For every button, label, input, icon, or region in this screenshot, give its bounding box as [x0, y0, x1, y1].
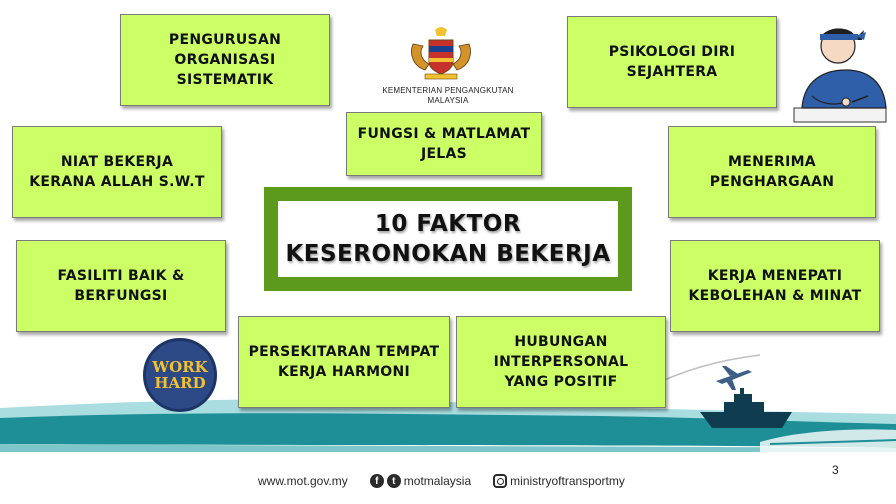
factor-box-matlamat — [346, 112, 542, 176]
factor-box-kebolehan — [670, 240, 880, 332]
factor-label: MENERIMA PENGHARGAAN — [709, 154, 835, 190]
social-handle-motmalaysia[interactable]: motmalaysia — [403, 474, 472, 488]
factor-label: NIAT BEKERJA KERANA ALLAH S.W.T — [29, 154, 205, 190]
title-panel — [278, 201, 618, 277]
factor-label: FUNGSI & MATLAMAT JELAS — [357, 126, 531, 162]
page-number: 3 — [832, 463, 839, 477]
social-handle-instagram[interactable]: ministryoftransportmy — [510, 474, 625, 488]
ship-icon — [700, 388, 792, 428]
factor-label: KERJA MENEPATI KEBOLEHAN & MINAT — [688, 268, 862, 304]
factor-label: PERSEKITARAN TEMPAT KERJA HARMONI — [248, 344, 440, 380]
work-hard-badge — [143, 338, 217, 412]
factor-box-hubungan — [456, 316, 666, 408]
footer — [258, 471, 625, 491]
factor-box-penghargaan — [668, 126, 876, 218]
malaysia-crest-icon — [405, 24, 477, 82]
facebook-icon[interactable]: f — [370, 474, 384, 488]
factor-label: PENGURUSAN ORGANISASI SISTEMATIK — [168, 32, 282, 88]
ministry-name-text: KEMENTERIAN PENGANGKUTAN MALAYSIA — [382, 86, 514, 105]
factor-box-organisasi — [120, 14, 330, 106]
factor-label: HUBUNGAN INTERPERSONAL YANG POSITIF — [493, 334, 629, 390]
badge-text: WORK HARD — [152, 358, 208, 392]
page-title: 10 FAKTOR KESERONOKAN BEKERJA — [285, 211, 611, 267]
factor-box-persekitaran — [238, 316, 450, 408]
factor-label: FASILITI BAIK & BERFUNGSI — [57, 268, 185, 304]
factor-label: PSIKOLOGI DIRI SEJAHTERA — [608, 44, 736, 80]
website-link[interactable]: www.mot.gov.my — [258, 474, 348, 488]
title-frame — [264, 187, 632, 291]
factor-box-psikologi — [567, 16, 777, 108]
airplane-icon — [716, 366, 752, 390]
factor-box-fasiliti — [16, 240, 226, 332]
ministry-name — [370, 86, 526, 106]
instagram-icon[interactable] — [493, 474, 507, 488]
factor-box-niat — [12, 126, 222, 218]
twitter-icon[interactable]: t — [387, 474, 401, 488]
